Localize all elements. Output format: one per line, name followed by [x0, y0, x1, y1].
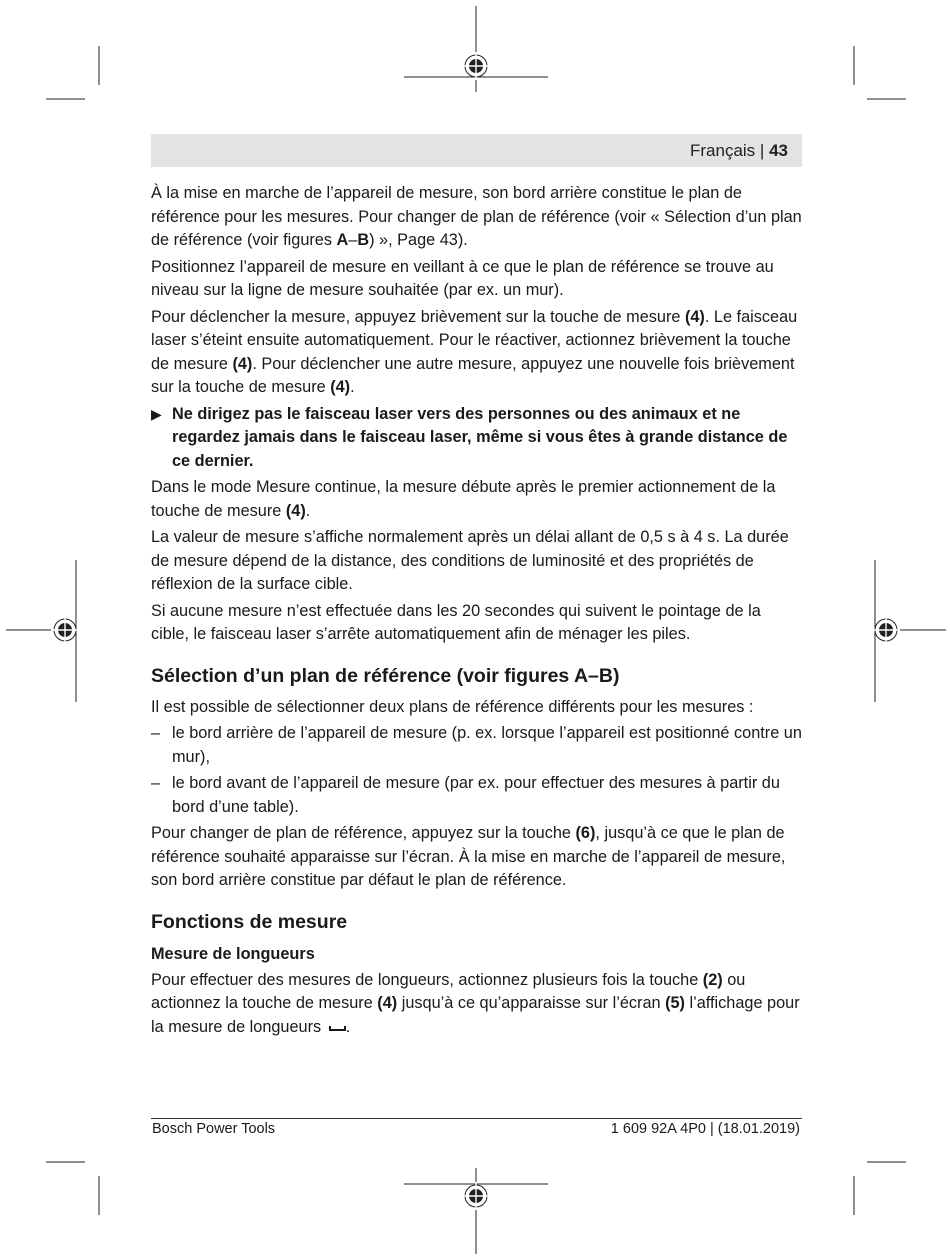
page-number: 43 [769, 141, 788, 160]
paragraph-length-measure [151, 969, 802, 1040]
key-ref: (4) [377, 994, 398, 1012]
list-marker: – [151, 724, 161, 742]
warning-triangle-icon: ▶ [151, 405, 162, 422]
subheading-length-measure: Mesure de longueurs [151, 944, 315, 963]
footer-rule [151, 1118, 802, 1119]
section-heading-measure-functions: Fonctions de mesure [151, 910, 348, 933]
text-run: ) », Page 43). [369, 231, 468, 249]
text-run: Pour effectuer des mesures de longueurs, actionnez plusieurs fois la touche [151, 970, 703, 989]
paragraph-trigger-measure [151, 306, 802, 400]
text-run: , jusqu’à ce que le plan de référence souhaité apparaisse sur l’écran. À la mise en marche de l’appareil de mesure, son bord arrière constitue par défaut le plan de référence. [151, 824, 786, 889]
paragraph-continuous-mode [151, 476, 802, 523]
key-ref: (4) [330, 378, 351, 396]
key-ref: (4) [232, 354, 253, 373]
section-heading-reference-plane: Sélection d’un plan de référence (voir figures A–B) [151, 664, 620, 687]
paragraph-auto-off: Si aucune mesure n’est effectuée dans les 20 secondes qui suivent le pointage de la cible, le faisceau laser s’arrête automatiquement afin de ménager les piles. [151, 601, 761, 643]
text-run: l’affichage pour la mesure de longueurs [151, 994, 800, 1036]
key-ref: (5) [665, 994, 685, 1012]
text-run: Dans le mode Mesure continue, la mesure débute après le premier actionnement de la touche de mesure [151, 478, 776, 520]
paragraph-measure-duration: La valeur de mesure s’affiche normalement après un délai allant de 0,5 s à 4 s. La durée de mesure dépend de la distance, des conditions de luminosité et des propriétés de réflexion de la surface cible. [151, 528, 789, 593]
page-header [151, 134, 802, 167]
paragraph-change-reference [151, 822, 802, 893]
key-ref: (2) [702, 970, 723, 989]
paragraph-reference-default [151, 182, 802, 253]
text-run: Pour déclencher la mesure, appuyez brièvement sur la touche de mesure [151, 307, 685, 326]
header-separator: | [759, 141, 765, 160]
text-run: jusqu’à ce qu’apparaisse sur l’écran [397, 994, 666, 1012]
footer-publisher: Bosch Power Tools [152, 1121, 276, 1137]
text-run: . [350, 378, 355, 396]
main-content [151, 182, 802, 1042]
length-measurement-icon [329, 1026, 346, 1031]
footer-docref: 1 609 92A 4P0 | (18.01.2019) [610, 1121, 800, 1137]
figure-ref: A [336, 231, 349, 249]
safety-warning [151, 403, 802, 474]
list-item-text: le bord arrière de l’appareil de mesure (p. ex. lorsque l’appareil est positionné contre un mur), [172, 724, 802, 766]
text-run: . [305, 501, 311, 520]
header-language: Français [690, 141, 756, 160]
key-ref: (4) [684, 307, 705, 326]
list-item [151, 772, 802, 819]
text-run: . Le faisceau laser s’éteint ensuite automatiquement. Pour le réactiver, actionnez brièvement la touche de mesure [151, 307, 798, 373]
list-item-text: le bord avant de l’appareil de mesure (par ex. pour effectuer des mesures à partir du bord d’une table). [172, 774, 780, 816]
paragraph-positioning: Positionnez l’appareil de mesure en veillant à ce que le plan de référence se trouve au niveau sur la ligne de mesure souhaitée (par ex. un mur). [151, 257, 774, 299]
paragraph-reference-intro: Il est possible de sélectionner deux plans de référence différents pour les mesures : [151, 697, 754, 716]
text-run: Pour changer de plan de référence, appuyez sur la touche [151, 824, 576, 842]
warning-text: Ne dirigez pas le faisceau laser vers des personnes ou des animaux et ne regardez jamais dans le faisceau laser, même si vous êtes à grande distance de ce dernier. [172, 404, 788, 470]
list-item [151, 722, 802, 769]
key-ref: (4) [285, 501, 306, 520]
text-run: – [348, 231, 358, 249]
text-run: À la mise en marche de l’appareil de mesure, son bord arrière constitue le plan de référence pour les mesures. Pour changer de plan de référence (voir « Sélection d’un plan de référence (voir figures [151, 184, 802, 249]
text-run: . Pour déclencher une autre mesure, appuyez une nouvelle fois brièvement sur la touche de mesure [151, 354, 795, 396]
text-run: . [345, 1017, 351, 1036]
key-ref: (6) [575, 824, 596, 842]
figure-ref: B [357, 231, 370, 249]
list-marker: – [151, 774, 161, 792]
text-run: ou actionnez la touche de mesure [151, 970, 746, 1012]
header-label [690, 141, 788, 161]
